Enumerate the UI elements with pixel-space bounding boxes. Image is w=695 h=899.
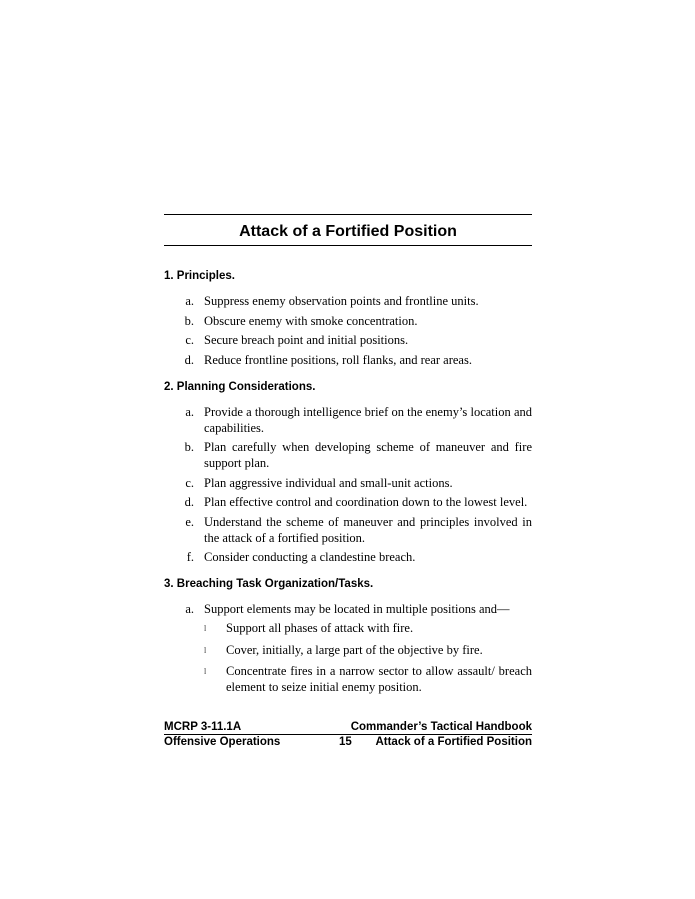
bullet-item bbox=[204, 663, 532, 695]
footer-publication-id: MCRP 3-11.1A bbox=[164, 721, 242, 733]
item-marker: b. bbox=[184, 313, 194, 328]
list-item bbox=[164, 549, 532, 565]
bullet-text: Cover, initially, a large part of the objective by fire. bbox=[226, 642, 483, 657]
bullet-item bbox=[204, 620, 532, 638]
list-item bbox=[164, 494, 532, 510]
list-item bbox=[164, 601, 532, 699]
item-text: Secure breach point and initial positions. bbox=[204, 333, 409, 347]
item-marker: a. bbox=[185, 404, 194, 419]
breaching-list bbox=[164, 601, 532, 699]
bullet-text: Support all phases of attack with fire. bbox=[226, 621, 414, 635]
list-item bbox=[164, 332, 532, 348]
item-text: Understand the scheme of maneuver and principles involved in the attack of a fortified position. bbox=[204, 514, 532, 545]
item-text: Plan effective control and coordination down to the lowest level. bbox=[204, 495, 528, 509]
item-text bbox=[204, 601, 532, 699]
list-item bbox=[164, 439, 532, 471]
list-item bbox=[164, 293, 532, 309]
page-title: Attack of a Fortified Position bbox=[239, 223, 457, 240]
item-marker: d. bbox=[184, 352, 194, 367]
item-text: Provide a thorough intelligence brief on the enemy’s location and capabilities. bbox=[204, 404, 532, 435]
bullet-icon: l bbox=[204, 624, 207, 633]
list-item bbox=[164, 475, 532, 491]
section-heading-breaching: 3. Breaching Task Organization/Tasks. bbox=[164, 578, 374, 590]
list-item bbox=[164, 514, 532, 546]
page-number: 15 bbox=[339, 736, 352, 748]
support-bullets bbox=[204, 620, 532, 695]
footer-bottom-row bbox=[164, 735, 532, 749]
item-marker: d. bbox=[184, 495, 194, 509]
item-marker: c. bbox=[185, 475, 194, 490]
title-bottom-rule bbox=[164, 245, 532, 246]
bullet-item bbox=[204, 642, 532, 660]
page-footer bbox=[164, 720, 532, 749]
bullet-text: Concentrate fires in a narrow sector to allow assault/ breach element to seize initial enemy position. bbox=[226, 664, 532, 694]
item-marker: b. bbox=[184, 440, 194, 454]
list-item bbox=[164, 313, 532, 329]
footer-handbook-title: Commander’s Tactical Handbook bbox=[350, 721, 532, 733]
item-marker: f. bbox=[186, 550, 194, 564]
section-heading-planning: 2. Planning Considerations. bbox=[164, 380, 316, 393]
section-heading-principles: 1. Principles. bbox=[164, 270, 235, 282]
item-text: Plan carefully when developing scheme of maneuver and fire support plan. bbox=[204, 440, 532, 470]
item-marker: a. bbox=[185, 294, 194, 308]
page-content bbox=[164, 214, 532, 702]
list-item bbox=[164, 352, 532, 368]
item-text: Reduce frontline positions, roll flanks, and rear areas. bbox=[204, 352, 472, 367]
item-text: Suppress enemy observation points and frontline units. bbox=[204, 294, 479, 308]
item-text: Plan aggressive individual and small-unit actions. bbox=[204, 475, 453, 490]
item-marker: e. bbox=[185, 514, 194, 529]
list-item bbox=[164, 404, 532, 436]
item-text: Consider conducting a clandestine breach. bbox=[204, 550, 416, 564]
bullet-icon: l bbox=[204, 645, 207, 655]
item-marker: c. bbox=[185, 333, 194, 347]
footer-section-title: Attack of a Fortified Position bbox=[375, 736, 532, 748]
footer-top-row bbox=[164, 720, 532, 734]
planning-list bbox=[164, 404, 532, 566]
item-text: Obscure enemy with smoke concentration. bbox=[204, 313, 418, 328]
item-text-main: Support elements may be located in multiple positions and— bbox=[204, 602, 510, 616]
bullet-icon: l bbox=[204, 667, 207, 676]
footer-chapter: Offensive Operations bbox=[164, 736, 281, 748]
item-marker: a. bbox=[185, 602, 194, 616]
principles-list bbox=[164, 293, 532, 368]
